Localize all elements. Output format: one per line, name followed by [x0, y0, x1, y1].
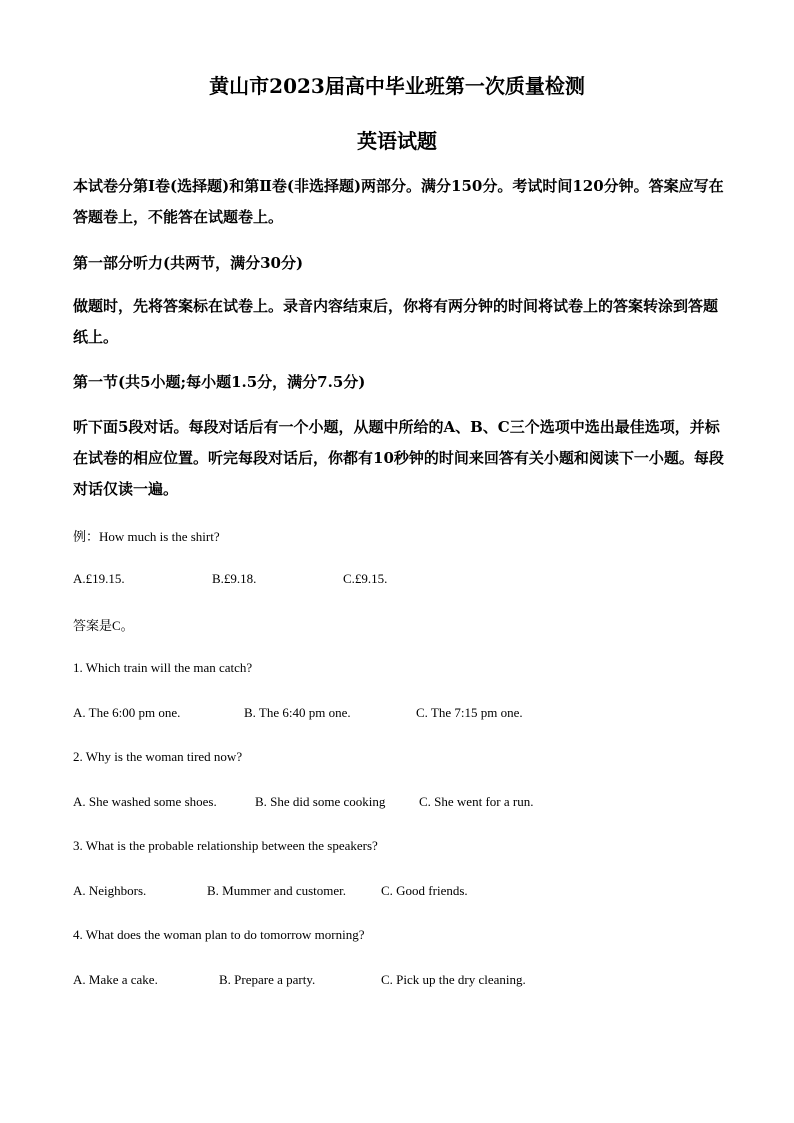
- question-3-option-b: B. Mummer and customer.: [207, 883, 347, 898]
- part1-note: 做题时，先将答案标在试卷上。录音内容结束后，你将有两分钟的时间将试卷上的答案转涂到答题纸上。: [73, 297, 719, 346]
- part1-heading: 第一部分听力(共两节，满分30分): [73, 254, 304, 272]
- example-option-b: B.£9.18.: [212, 571, 257, 586]
- question-1-option-a: A. The 6:00 pm one.: [73, 705, 181, 720]
- question-4-option-b: B. Prepare a party.: [219, 972, 316, 987]
- question-1-option-b: B. The 6:40 pm one.: [244, 705, 351, 720]
- exam-title: 黄山市2023届高中毕业班第一次质量检测: [209, 74, 585, 98]
- question-3-option-a: A. Neighbors.: [73, 883, 147, 898]
- example-answer: 答案是C。: [73, 618, 134, 633]
- question-2-option-a: A. She washed some shoes.: [73, 794, 217, 809]
- question-3-option-c: C. Good friends.: [381, 883, 468, 898]
- exam-subtitle: 英语试题: [357, 129, 437, 153]
- section1-heading: 第一节(共5小题;每小题1.5分，满分7.5分): [73, 373, 366, 391]
- question-4-option-c: C. Pick up the dry cleaning.: [381, 972, 526, 987]
- question-4-option-a: A. Make a cake.: [73, 972, 158, 987]
- question-2-option-b: B. She did some cooking: [255, 794, 386, 809]
- exam-instructions: 本试卷分第Ⅰ卷(选择题)和第Ⅱ卷(非选择题)两部分。满分150分。考试时间120分钟。答案应写在答题卷上，不能答在试题卷上。: [73, 177, 724, 226]
- question-2-option-c: C. She went for a run.: [419, 794, 534, 809]
- example-option-c: C.£9.15.: [343, 571, 388, 586]
- example-option-a: A.£19.15.: [73, 571, 125, 586]
- question-3: 3. What is the probable relationship between the speakers?: [73, 838, 378, 853]
- example-question: 例：How much is the shirt?: [73, 529, 220, 544]
- section1-note: 听下面5段对话。每段对话后有一个小题，从题中所给的A、B、C三个选项中选出最佳选项，并标在试卷的相应位置。听完每段对话后，你都有10秒钟的时间来回答有关小题和阅读下一小题。每段对话仅读一遍。: [73, 418, 724, 498]
- question-2: 2. Why is the woman tired now?: [73, 749, 243, 764]
- question-1: 1. Which train will the man catch?: [73, 660, 253, 675]
- question-1-option-c: C. The 7:15 pm one.: [416, 705, 523, 720]
- question-4: 4. What does the woman plan to do tomorrow morning?: [73, 927, 365, 942]
